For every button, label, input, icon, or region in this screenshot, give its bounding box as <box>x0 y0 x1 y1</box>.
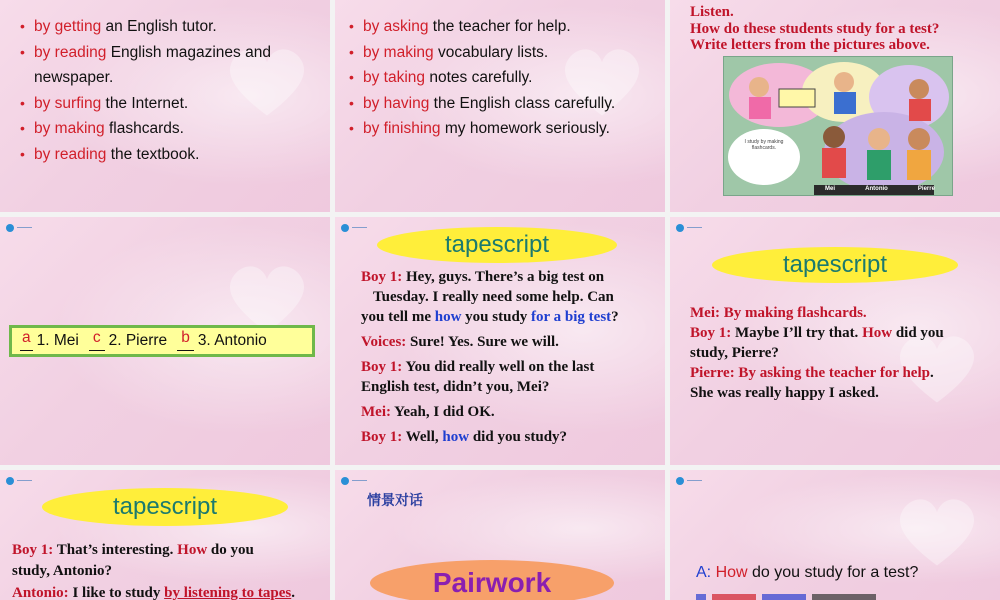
dialogue-line: She was really happy I asked. <box>690 385 879 401</box>
bullet-icon: • <box>20 94 25 111</box>
dialogue-line: study, Antonio? <box>12 563 113 579</box>
list-item: • by getting an English tutor. <box>20 14 271 40</box>
answer-label: 2. Pierre <box>108 332 168 349</box>
tapescript-text <box>690 303 996 403</box>
dialogue-line: Boy 1: Well, how did you study? <box>361 429 568 445</box>
method-list-1 <box>20 14 271 167</box>
site-logo <box>341 223 385 233</box>
student-name: Mei <box>825 186 836 192</box>
student-name: Antonio <box>865 186 888 192</box>
tapescript-title: tapescript <box>42 488 288 526</box>
list-item: • by asking the teacher for help. <box>349 14 615 40</box>
method-list-2 <box>349 14 615 142</box>
dialogue-line: Voices: Sure! Yes. Sure we will. <box>361 334 559 350</box>
bullet-icon: • <box>20 120 25 136</box>
instruction-line: How do these students study for a test? <box>690 20 940 37</box>
bullet-icon: • <box>349 43 354 60</box>
cut-off-line <box>696 594 876 600</box>
bullet-icon: • <box>349 69 354 85</box>
logo-text-icon: ——— <box>17 225 32 231</box>
dialogue-line: you tell me how you study for a big test? <box>361 309 619 325</box>
answer-label: 1. Mei <box>36 332 79 349</box>
dialogue-line: Boy 1: You did really well on the last <box>361 359 595 375</box>
logo-globe-icon <box>341 224 349 232</box>
logo-globe-icon <box>6 477 14 485</box>
instruction-line: Write letters from the pictures above. <box>690 37 930 53</box>
instruction-line: Listen. <box>690 4 734 20</box>
list-item: • by taking notes carefully. <box>349 65 615 91</box>
tapescript-title: tapescript <box>377 227 617 263</box>
logo-globe-icon <box>341 477 349 485</box>
section-heading: 情景对话 <box>367 493 423 509</box>
slide-9[interactable] <box>670 470 1000 600</box>
dialogue-line: Tuesday. I really need some help. Can <box>373 289 614 305</box>
slide-8[interactable] <box>335 470 665 600</box>
dialogue-line: Antonio: I like to study by listening to tapes. <box>12 585 295 600</box>
slide-1[interactable] <box>0 0 330 212</box>
student-name: Pierre <box>917 186 935 192</box>
list-item: • by having the English class carefully. <box>349 91 615 117</box>
logo-globe-icon <box>676 224 684 232</box>
dialogue-line: Boy 1: That’s interesting. How do you <box>12 542 254 558</box>
list-item: • by reading the textbook. <box>20 142 271 168</box>
list-item: • by surfing the Internet. <box>20 91 271 117</box>
slide-3[interactable] <box>670 0 1000 212</box>
tapescript-title: tapescript <box>712 247 958 283</box>
students-illustration-icon <box>724 57 952 195</box>
site-logo <box>6 223 50 233</box>
logo-text-icon: ——— <box>687 478 702 484</box>
student-names <box>810 186 950 192</box>
pairwork-oval: Pairwork <box>370 560 614 600</box>
slide-4[interactable] <box>0 217 330 465</box>
list-item: • by reading English magazines and <box>20 40 271 66</box>
answer-box <box>9 325 315 357</box>
tapescript-text <box>12 540 328 600</box>
bullet-icon: • <box>349 18 354 34</box>
logo-text-icon: ——— <box>352 225 367 231</box>
dialogue-line: Boy 1: Hey, guys. There’s a big test on <box>361 269 605 285</box>
site-logo <box>676 476 720 486</box>
logo-text-icon: ——— <box>352 478 367 484</box>
tapescript-text <box>361 267 661 447</box>
speech-bubble: I study by making flashcards. <box>744 139 784 151</box>
heart-decoration-icon <box>892 490 982 570</box>
site-logo <box>6 476 50 486</box>
slide-7[interactable] <box>0 470 330 600</box>
answer-blank[interactable]: c <box>89 332 105 351</box>
logo-globe-icon <box>676 477 684 485</box>
bullet-icon: • <box>20 43 25 60</box>
logo-globe-icon <box>6 224 14 232</box>
students-picture <box>723 56 953 196</box>
answer-label: 3. Antonio <box>197 332 267 349</box>
slide-2[interactable] <box>335 0 665 212</box>
slide-6[interactable] <box>670 217 1000 465</box>
list-item: • by making flashcards. <box>20 116 271 142</box>
bullet-icon: • <box>349 94 354 111</box>
slide-5[interactable] <box>335 217 665 465</box>
list-item: newspaper. <box>34 69 114 86</box>
logo-text-icon: ——— <box>687 225 702 231</box>
answer-blank[interactable]: a <box>20 332 33 351</box>
dialogue-line: Mei: By making flashcards. <box>690 305 867 321</box>
dialogue-line: A: How do you study for a test? <box>696 564 919 581</box>
dialogue-line: Mei: Yeah, I did OK. <box>361 404 495 420</box>
list-item: • by finishing my homework seriously. <box>349 116 615 142</box>
dialogue-line: Boy 1: Maybe I’ll try that. How did you <box>690 325 944 341</box>
bullet-icon: • <box>20 18 25 34</box>
listen-instructions <box>690 4 939 54</box>
dialogue-line: study, Pierre? <box>690 345 779 361</box>
logo-text-icon: ——— <box>17 478 32 484</box>
answer-blank[interactable]: b <box>177 332 194 351</box>
bullet-icon: • <box>349 120 354 136</box>
bullet-icon: • <box>20 145 25 162</box>
dialogue-line: English test, didn’t you, Mei? <box>361 379 550 395</box>
site-logo <box>676 223 720 233</box>
site-logo <box>341 476 385 486</box>
dialogue-line: Pierre: By asking the teacher for help. <box>690 365 934 381</box>
list-item: • by making vocabulary lists. <box>349 40 615 66</box>
